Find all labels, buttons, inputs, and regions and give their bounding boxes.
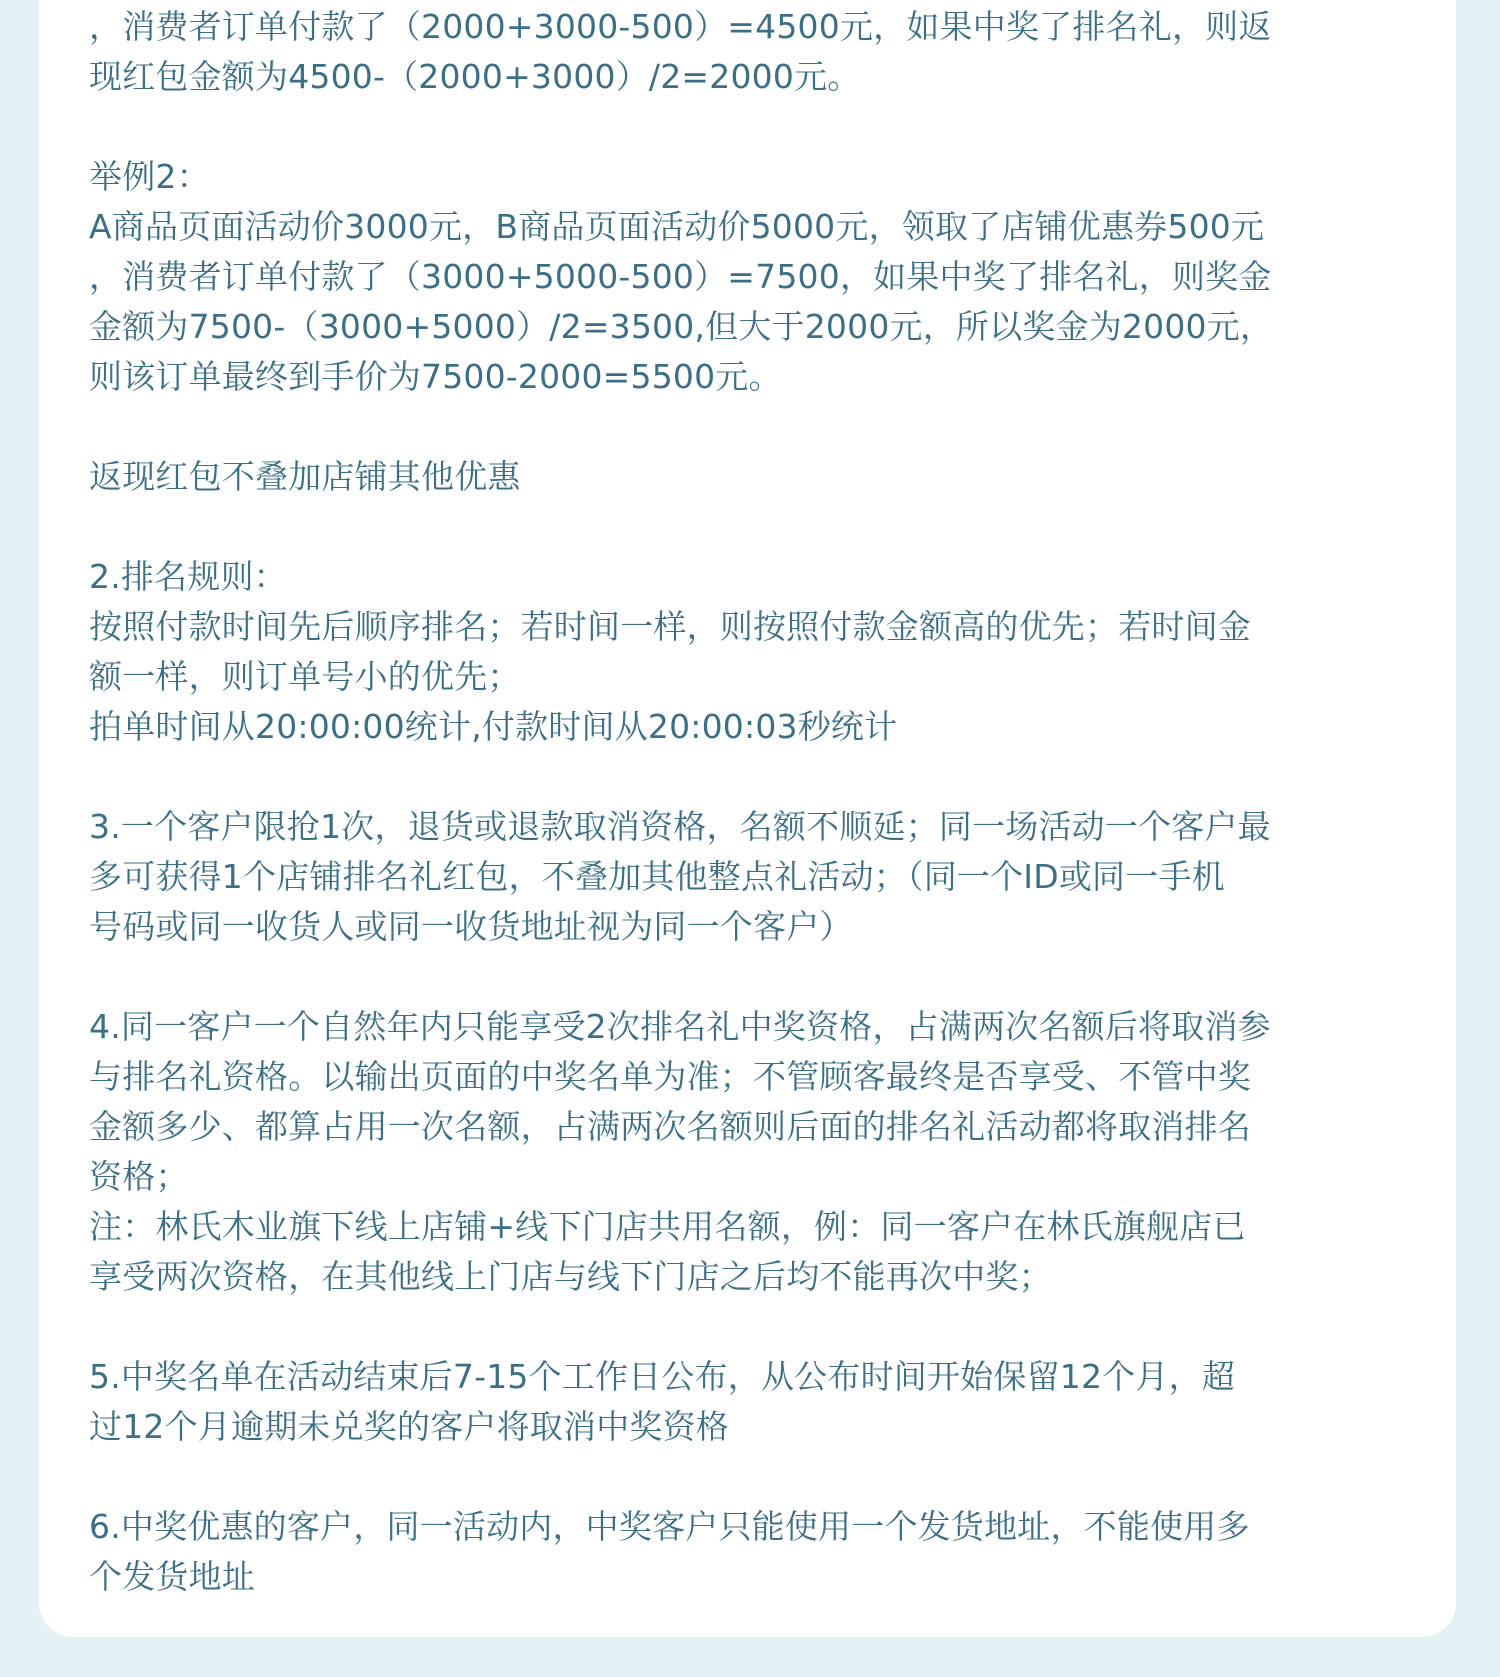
text-line: 按照付款时间先后顺序排名；若时间一样，则按照付款金额高的优先；若时间金 [89, 607, 1251, 646]
text-line: 5.中奖名单在活动结束后7-15个工作日公布，从公布时间开始保留12个月，超 [89, 1357, 1235, 1396]
paragraph-example1-tail [89, 2, 1429, 102]
text-line: 4.同一客户一个自然年内只能享受2次排名礼中奖资格，占满两次名额后将取消参 [89, 1007, 1271, 1046]
rules-content [89, 2, 1429, 1652]
text-line: A商品页面活动价3000元，B商品页面活动价5000元，领取了店铺优惠券500元 [89, 207, 1265, 246]
paragraph-rule-5 [89, 1352, 1429, 1452]
text-line: 额一样，则订单号小的优先； [89, 657, 521, 696]
text-line: 3.一个客户限抢1次，退货或退款取消资格，名额不顺延；同一场活动一个客户最 [89, 807, 1271, 846]
text-line: 返现红包不叠加店铺其他优惠 [89, 457, 521, 496]
note-line: 享受两次资格，在其他线上门店与线下门店之后均不能再次中奖； [89, 1257, 1052, 1296]
text-line: 则该订单最终到手价为7500-2000=5500元。 [89, 357, 782, 396]
paragraph-rule-6 [89, 1502, 1429, 1602]
text-line: ，消费者订单付款了（3000+5000-500）=7500，如果中奖了排名礼，则奖金 [89, 257, 1272, 296]
text-line: 6.中奖优惠的客户，同一活动内，中奖客户只能使用一个发货地址，不能使用多 [89, 1507, 1250, 1546]
text-line: 与排名礼资格。以输出页面的中奖名单为准；不管顾客最终是否享受、不管中奖 [89, 1057, 1251, 1096]
text-line: 金额为7500-（3000+5000）/2=3500,但大于2000元，所以奖金为2000元， [89, 307, 1274, 346]
paragraph-no-stacking [89, 452, 1429, 502]
text-line: 拍单时间从20:00:00统计,付款时间从20:00:03秒统计 [89, 707, 898, 746]
note-line: 注：林氏木业旗下线上店铺+线下门店共用名额，例：同一客户在林氏旗舰店已 [89, 1207, 1246, 1246]
rule-heading: 2.排名规则： [89, 557, 287, 596]
paragraph-rule-4 [89, 1002, 1429, 1302]
text-line: 号码或同一收货人或同一收货地址视为同一个客户） [89, 907, 853, 946]
text-line: 现红包金额为4500-（2000+3000）/2=2000元。 [89, 57, 861, 96]
text-line: 金额多少、都算占用一次名额，占满两次名额则后面的排名礼活动都将取消排名 [89, 1107, 1251, 1146]
paragraph-example2 [89, 152, 1429, 402]
paragraph-rule-2 [89, 552, 1429, 752]
paragraph-rule-3 [89, 802, 1429, 952]
text-line: ，消费者订单付款了（2000+3000-500）=4500元，如果中奖了排名礼，则返 [89, 7, 1272, 46]
text-line: 过12个月逾期未兑奖的客户将取消中奖资格 [89, 1407, 729, 1446]
example-heading: 举例2： [89, 157, 210, 196]
text-line: 资格； [89, 1157, 189, 1196]
text-line: 个发货地址 [89, 1557, 255, 1596]
text-line: 多可获得1个店铺排名礼红包，不叠加其他整点礼活动；（同一个ID或同一手机 [89, 857, 1225, 896]
